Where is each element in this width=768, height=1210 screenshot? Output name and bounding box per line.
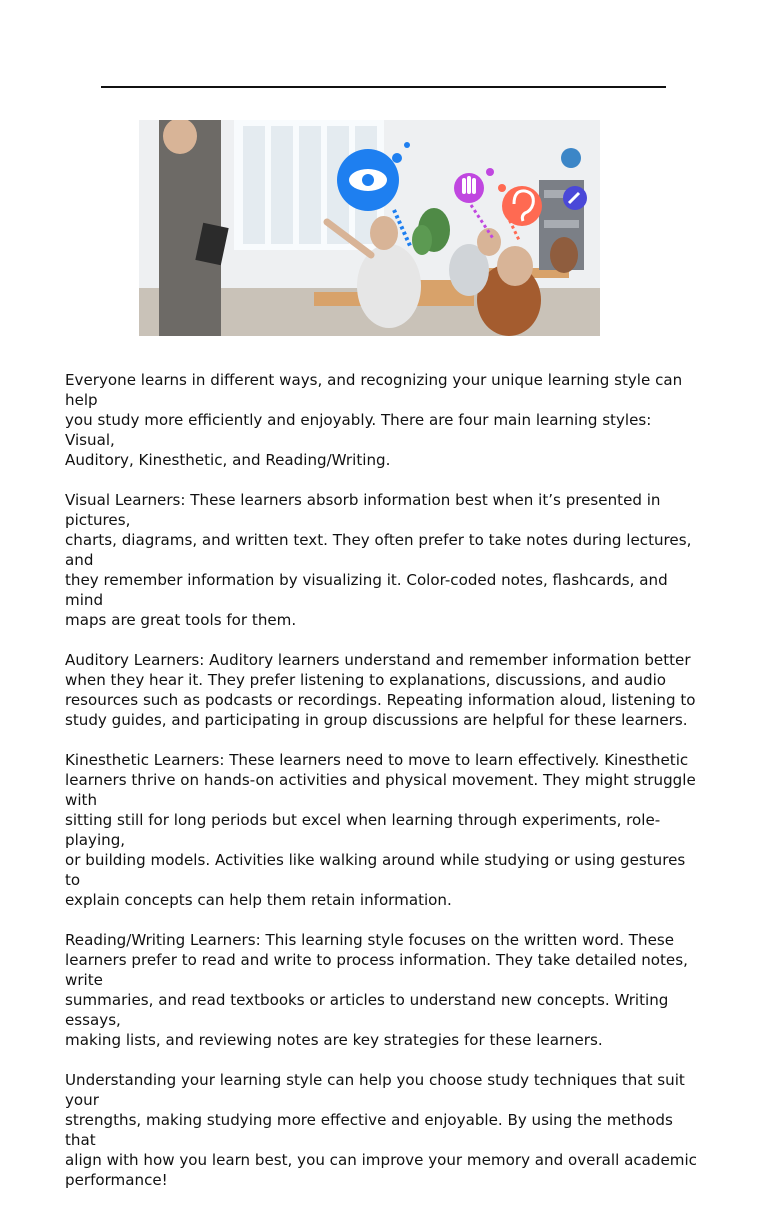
globe <box>561 148 581 168</box>
pencil-icon <box>563 186 587 210</box>
girl-student <box>357 244 421 328</box>
article-body <box>65 370 705 1210</box>
kinesthetic-learners-paragraph: Kinesthetic Learners: These learners need to move to learn effectively. Kinesthetic learners thrive on hands-on activities and physical movement. They might struggle with sitting still for long periods but excel when learning through experiments, role-playing, or building models. Activities like walking around while studying or using gestures to explain concepts can help them retain information. <box>65 751 696 909</box>
conclusion-paragraph: Understanding your learning style can help you choose study techniques that suit your strengths, making studying more effective and enjoyable. By using the methods that align with how you learn best, you can improve your memory and overall academic performance! <box>65 1071 697 1189</box>
title-underline <box>101 86 666 88</box>
visual-learners-paragraph: Visual Learners: These learners absorb information best when it’s presented in pictures, charts, diagrams, and written text. They often prefer to take notes during lectures, and they remember information by visualizing it. Color-coded notes, flashcards, and mind maps are great tools for them. <box>65 491 692 629</box>
reading-writing-learners-paragraph: Reading/Writing Learners: This learning style focuses on the written word. These learners prefer to read and write to process information. They take detailed notes, write summaries, and read textbooks or articles to understand new concepts. Writing essays, making lists, and reviewing notes are key strategies for these learners. <box>65 931 688 1049</box>
classroom-illustration <box>139 120 600 336</box>
intro-paragraph: Everyone learns in different ways, and recognizing your unique learning style can help you study more efficiently and enjoyably. There are four main learning styles: Visual, Auditory, Kinesthetic, and Reading/Writing. <box>65 371 683 469</box>
auditory-learners-paragraph: Auditory Learners: Auditory learners understand and remember information better when they hear it. They prefer listening to explanations, discussions, and audio resources such as podcasts or recordings. Repeating information aloud, listening to study guides, and participating in group discussions are helpful for these learners. <box>65 651 696 729</box>
